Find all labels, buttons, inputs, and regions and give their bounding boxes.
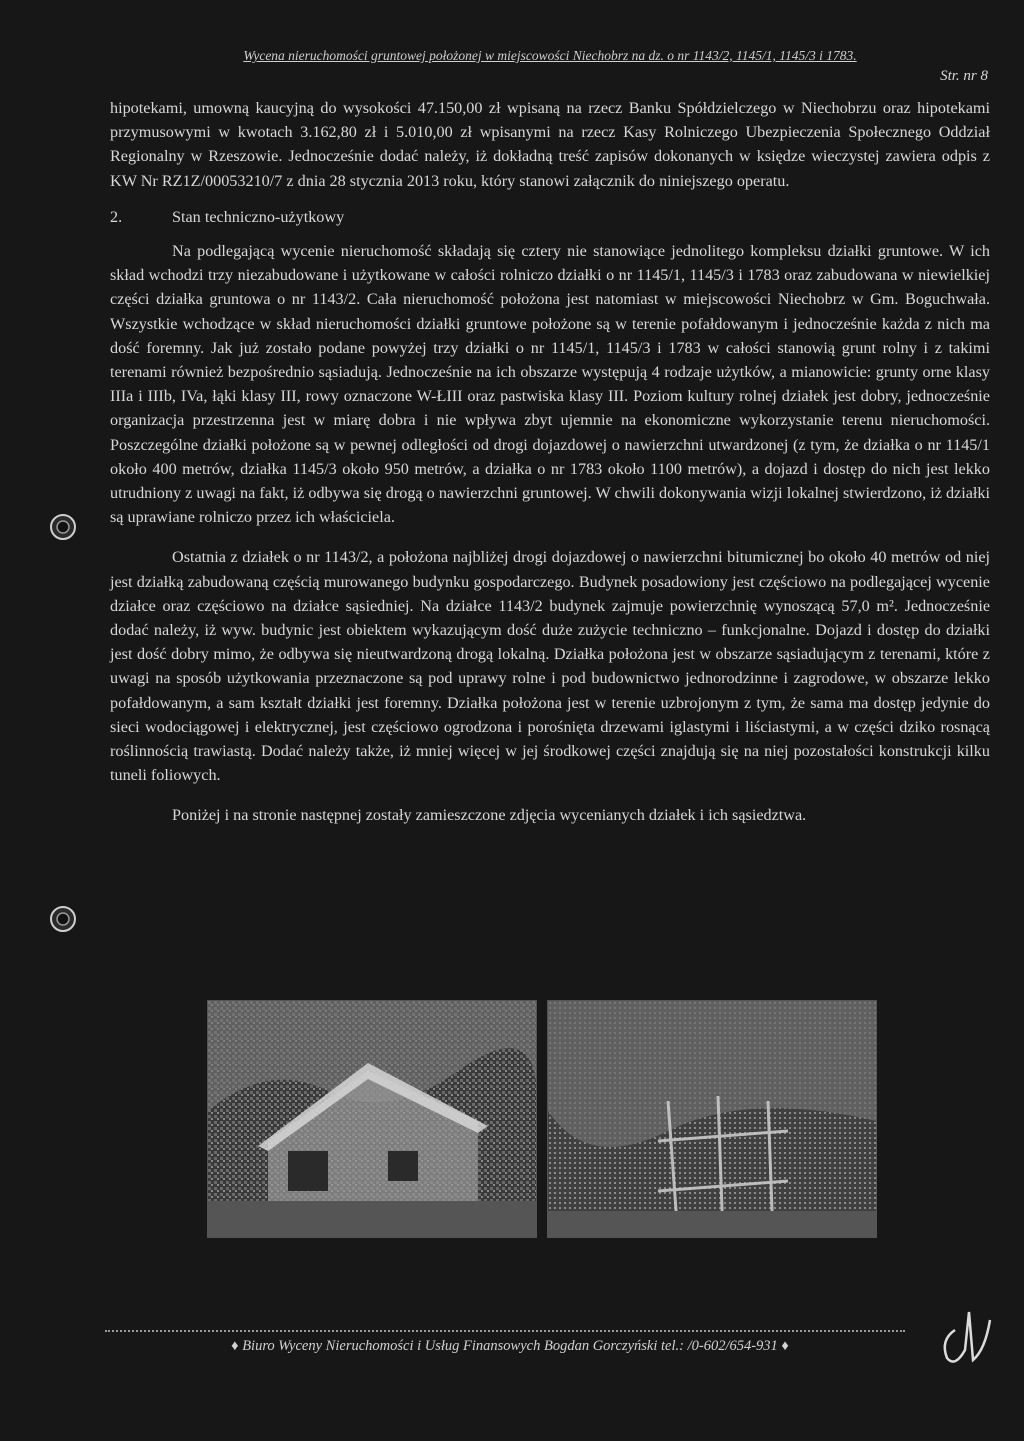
photo-plot-fence <box>547 1000 877 1238</box>
signature-mark-icon <box>935 1300 995 1370</box>
page-number: Str. nr 8 <box>940 68 988 84</box>
section-number: 2. <box>110 207 123 226</box>
document-body <box>110 96 990 828</box>
binder-hole-icon <box>48 904 78 934</box>
page-header-title: Wycena nieruchomości gruntowej położonej w miejscowości Niechobrz na dz. o nr 1143/2, 1145/1, 1145/3 i 1783. <box>243 48 857 63</box>
paragraph-photos-intro: Poniżej i na stronie następnej zostały zamieszczone zdjęcia wycenianych działek i ich sąsiedztwa. <box>172 806 807 825</box>
section-heading <box>110 205 990 229</box>
binder-hole-icon <box>48 512 78 542</box>
photo-farm-building <box>207 1000 537 1238</box>
paragraph-plot-1143-2: Ostatnia z działek o nr 1143/2, a położona najbliżej drogi dojazdowej o nawierzchni bitumicznej bo około 40 metrów od niej jest działką zabudowaną częścią murowanego budynku gospodarczego. Budynek posadowiony jest częściowo na podlegającej wycenie działce oraz częściowo na działce sąsiedniej. Na działce 1143/2 budynek zajmuje powierzchnię wynoszącą 57,0 m². Jednocześnie dodać należy, iż wyw. budynic jest obiektem wykazującym dość duże zużycie techniczno – funkcjonalne. Dojazd i dostęp do działki jest dość dobry mimo, że odbywa się nieutwardzoną drogą lokalną. Działka położona jest w obszarze sąsiadującym z terenami, które z uwagi na sposób użytkowania przeznaczone są pod uprawy rolne i pod budownictwo jednorodzinne i zagrodowe, w obszarze lekko pofałdowanym, a sam kształt działki jest foremny. Działka położona jest w terenie uzbrojonym z tym, że sama ma dostęp jedynie do sieci wodociągowej i elektrycznej, jest częściowo ogrodzona i porośnięta drzewami iglastymi i liściastymi, a w części dziko rosnącą roślinnością trawiastą. Dodać należy także, iż mniej więcej w jej środkowej części znajdują się na niej pozostałości konstrukcji kilku tuneli foliowych. <box>110 548 990 785</box>
section-title: Stan techniczno-użytkowy <box>172 207 345 226</box>
footer-company: ♦ Biuro Wyceny Nieruchomości i Usług Finansowych Bogdan Gorczyński tel.: /0-602/654-931 ♦ <box>231 1338 789 1354</box>
footer-divider <box>105 1330 905 1332</box>
paragraph-technical-state: Na podlegającą wycenie nieruchomość składają się cztery nie stanowiące jednolitego kompleksu działki gruntowe. W ich skład wchodzi trzy niezabudowane i użytkowane w całości rolniczo działki o nr 1145/1, 1145/3 i 1783 oraz zabudowana w niewielkiej części działka gruntowa o nr 1143/2. Cała nieruchomość położona jest natomiast w miejscowości Niechobrz w Gm. Boguchwała. Wszystkie wchodzące w skład nieruchomości działki gruntowe położone są w terenie pofałdowanym i jednocześnie każda z nich ma dość foremny. Jak już zostało podane powyżej trzy działki o nr 1145/1, 1145/3 i 1783 w całości stanowią grunt rolny i z takimi terenami również bezpośrednio sąsiadują. Jednocześnie na ich obszarze występują 4 rodzaje użytków, a mianowicie: grunty orne klasy IIIa i IIIb, IVa, łąki klasy III, rowy oznaczone W-ŁIII oraz pastwiska klasy III. Poziom kultury rolnej działek jest dobry, jednocześnie organizacja przestrzenna jest w miarę dobra i nie wpływa zbyt ujemnie na ekonomiczne wykorzystanie terenu nieruchomości. Poszczególne działki położone są w pewnej odległości od drogi dojazdowej o nawierzchni utwardzonej (z tym, że działka o nr 1145/1 około 400 metrów, działka 1145/3 około 950 metrów, a działka o nr 1783 około 1100 metrów), a dojazd i dostęp do nich jest lekko utrudniony z uwagi na fakt, iż odbywa się drogą o nawierzchni gruntowej. W chwili dokonywania wizji lokalnej stwierdzono, iż działki są uprawiane rolniczo przez ich właściciela. <box>110 242 990 527</box>
photo-row <box>207 1000 987 1236</box>
paragraph-mortgages: hipotekami, umowną kaucyjną do wysokości 47.150,00 zł wpisaną na rzecz Banku Spółdzielczego w Niechobrzu oraz hipotekami przymusowymi w kwotach 3.162,80 zł i 5.010,00 zł wpisanymi na rzecz Kasy Rolniczego Ubezpieczenia Społecznego Oddział Regionalny w Rzeszowie. Jednocześnie dodać należy, iż dokładną treść zapisów dokonanych w księdze wieczystej zawiera odpis z KW Nr RZ1Z/00053210/7 z dnia 28 stycznia 2013 roku, który stanowi załącznik do niniejszego operatu. <box>110 99 990 190</box>
